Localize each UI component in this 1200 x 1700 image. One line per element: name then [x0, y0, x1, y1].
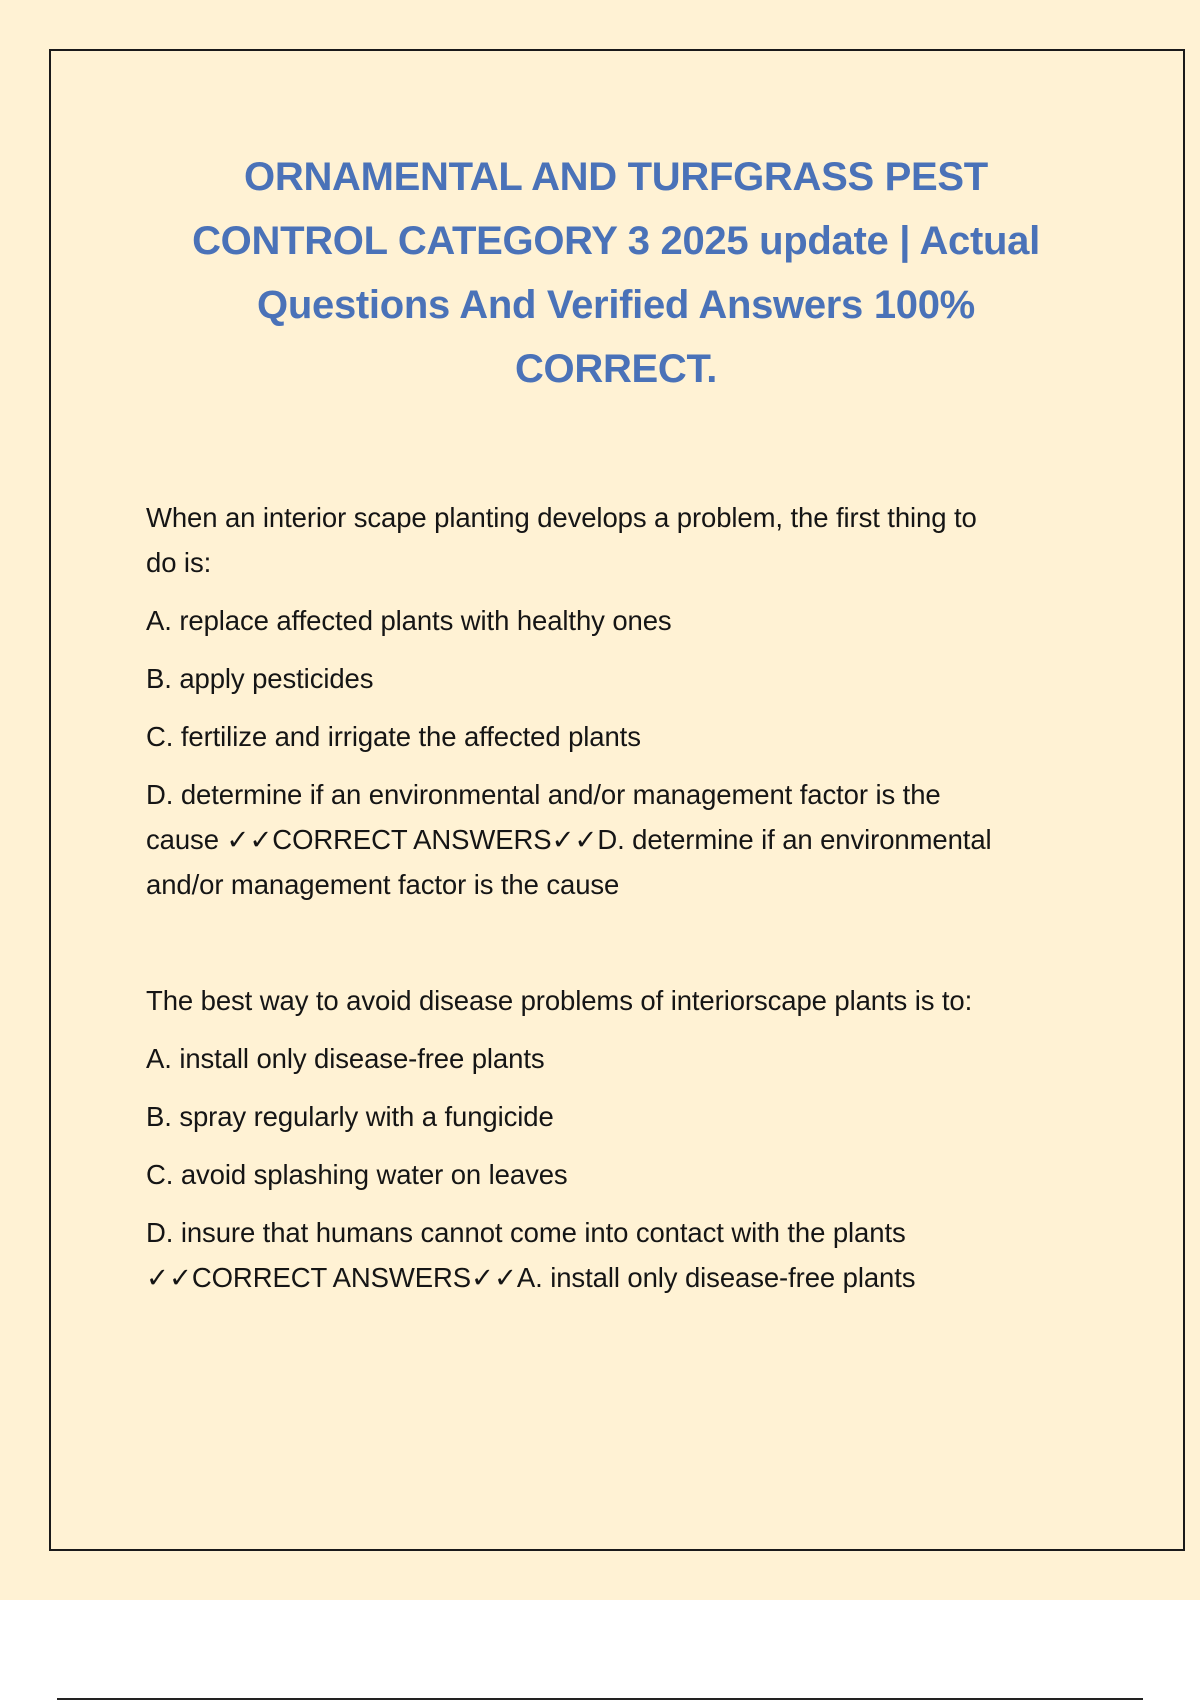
title-line: ORNAMENTAL AND TURFGRASS PEST: [244, 155, 988, 199]
question-stem: do is:: [146, 547, 212, 578]
question-2: [146, 978, 1096, 1300]
option-b: B. apply pesticides: [146, 663, 374, 694]
question-stem: When an interior scape planting develops a problem, the first thing to: [146, 502, 977, 533]
option-d: D. determine if an environmental and/or management factor is the: [146, 779, 941, 810]
document-title: [120, 145, 1112, 401]
option-d: D. insure that humans cannot come into contact with the plants: [146, 1217, 906, 1248]
question-list: [146, 495, 1096, 1300]
option-c: C. fertilize and irrigate the affected plants: [146, 721, 641, 752]
option-a: A. replace affected plants with healthy ones: [146, 605, 672, 636]
title-line: CORRECT.: [514, 347, 718, 391]
option-c: C. avoid splashing water on leaves: [146, 1159, 568, 1190]
title-line: Questions And Verified Answers 100%: [257, 283, 975, 327]
title-line: CONTROL CATEGORY 3 2025 update | Actual: [192, 219, 1040, 263]
option-a: A. install only disease-free plants: [146, 1043, 545, 1074]
correct-answer-line: and/or management factor is the cause: [146, 869, 620, 900]
option-b: B. spray regularly with a fungicide: [146, 1101, 554, 1132]
question-1: [146, 495, 1096, 907]
correct-answer-line: cause ✓✓CORRECT ANSWERS✓✓D. determine if an environmental: [146, 824, 992, 855]
question-stem: The best way to avoid disease problems of interiorscape plants is to:: [146, 985, 973, 1016]
correct-answer-line: ✓✓CORRECT ANSWERS✓✓A. install only disease-free plants: [146, 1262, 916, 1293]
